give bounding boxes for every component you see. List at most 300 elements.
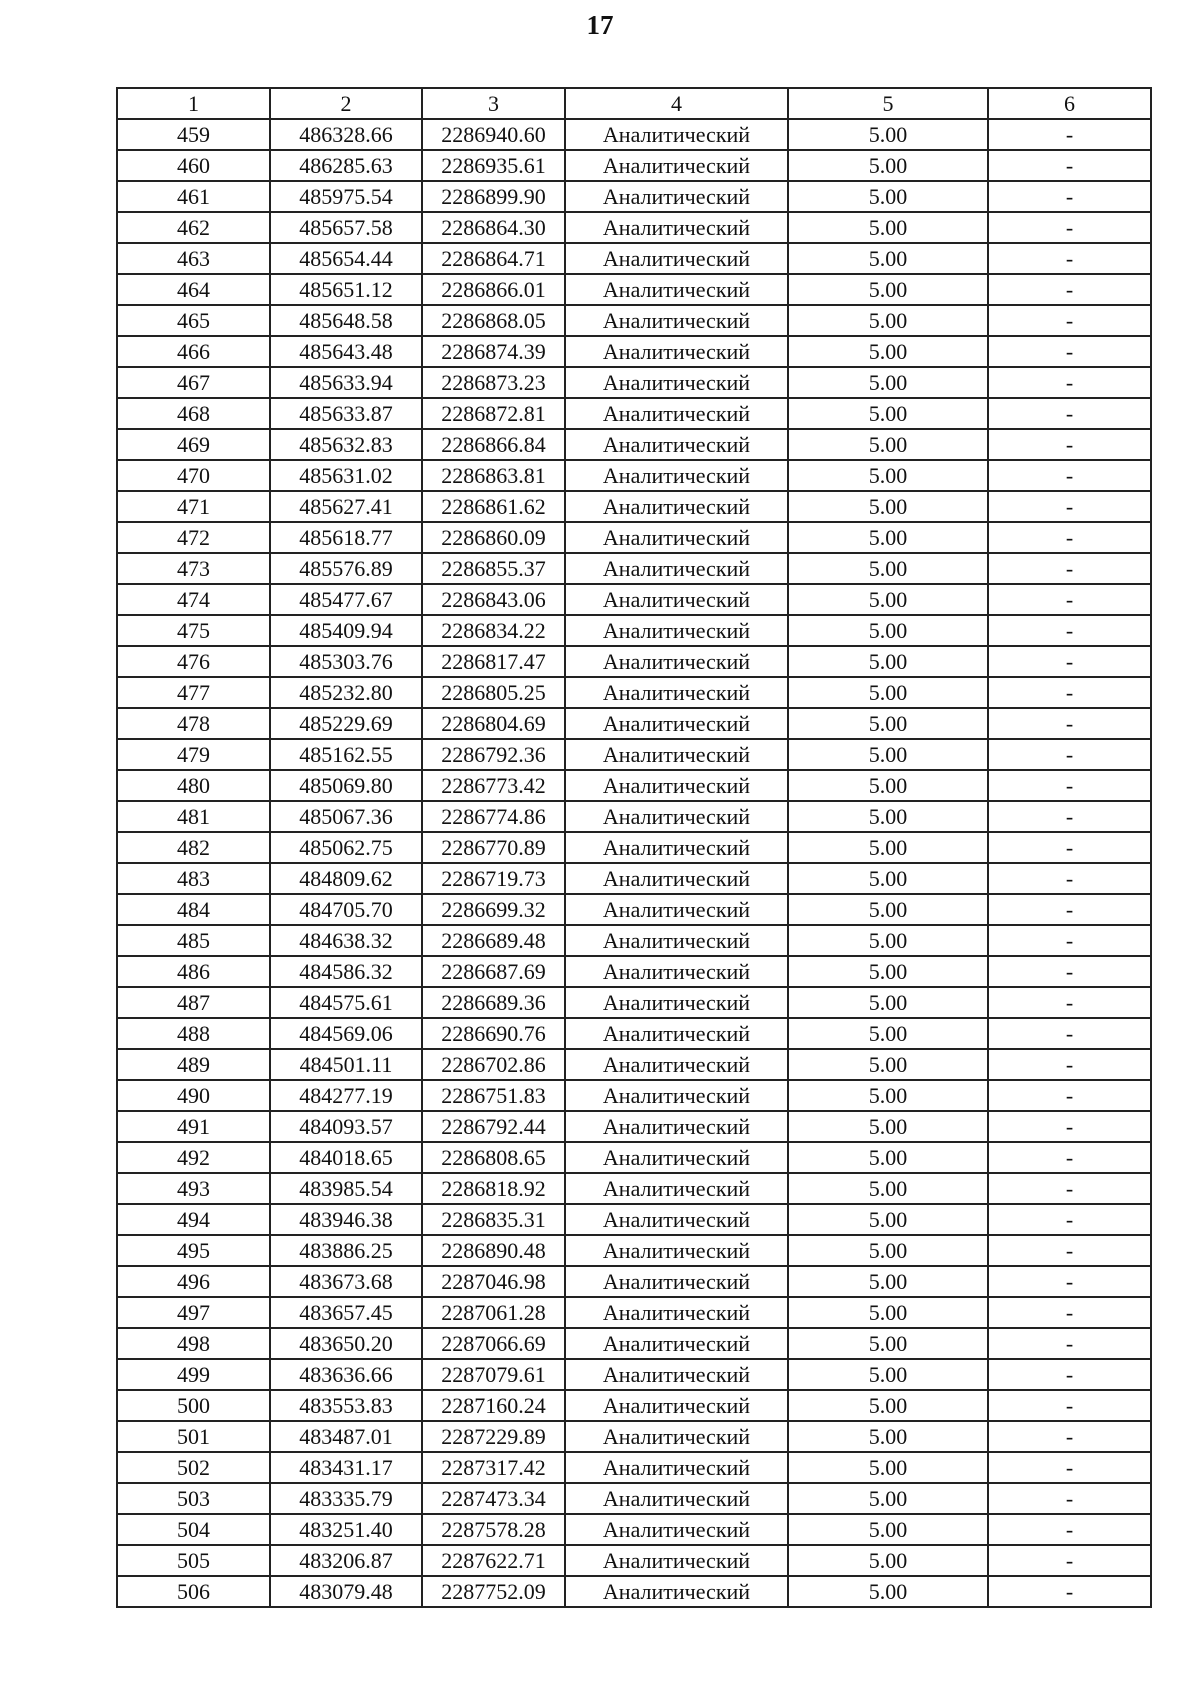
accuracy-cell: 5.00 xyxy=(788,553,988,584)
method-cell: Аналитический xyxy=(565,336,788,367)
method-cell: Аналитический xyxy=(565,801,788,832)
x-coordinate-cell: 485067.36 xyxy=(270,801,422,832)
accuracy-cell: 5.00 xyxy=(788,1297,988,1328)
x-coordinate-cell: 485975.54 xyxy=(270,181,422,212)
note-cell: - xyxy=(988,801,1151,832)
method-cell: Аналитический xyxy=(565,1235,788,1266)
method-cell: Аналитический xyxy=(565,1390,788,1421)
y-coordinate-cell: 2287622.71 xyxy=(422,1545,565,1576)
accuracy-cell: 5.00 xyxy=(788,243,988,274)
table-row xyxy=(117,181,1151,212)
method-cell: Аналитический xyxy=(565,677,788,708)
note-cell: - xyxy=(988,1390,1151,1421)
point-number-cell: 463 xyxy=(117,243,270,274)
table-row xyxy=(117,1018,1151,1049)
method-cell: Аналитический xyxy=(565,863,788,894)
note-cell: - xyxy=(988,832,1151,863)
method-cell: Аналитический xyxy=(565,429,788,460)
table-row xyxy=(117,1142,1151,1173)
note-cell: - xyxy=(988,677,1151,708)
note-cell: - xyxy=(988,1235,1151,1266)
y-coordinate-cell: 2286689.48 xyxy=(422,925,565,956)
x-coordinate-cell: 485303.76 xyxy=(270,646,422,677)
accuracy-cell: 5.00 xyxy=(788,1483,988,1514)
accuracy-cell: 5.00 xyxy=(788,1328,988,1359)
point-number-cell: 473 xyxy=(117,553,270,584)
table-row xyxy=(117,925,1151,956)
column-header: 2 xyxy=(270,88,422,119)
x-coordinate-cell: 483431.17 xyxy=(270,1452,422,1483)
note-cell: - xyxy=(988,1266,1151,1297)
table-row xyxy=(117,708,1151,739)
method-cell: Аналитический xyxy=(565,708,788,739)
table-row xyxy=(117,801,1151,832)
y-coordinate-cell: 2286940.60 xyxy=(422,119,565,150)
table-row xyxy=(117,646,1151,677)
method-cell: Аналитический xyxy=(565,1173,788,1204)
accuracy-cell: 5.00 xyxy=(788,1235,988,1266)
x-coordinate-cell: 484277.19 xyxy=(270,1080,422,1111)
accuracy-cell: 5.00 xyxy=(788,1576,988,1607)
table-row xyxy=(117,894,1151,925)
point-number-cell: 470 xyxy=(117,460,270,491)
method-cell: Аналитический xyxy=(565,615,788,646)
y-coordinate-cell: 2286861.62 xyxy=(422,491,565,522)
table-row xyxy=(117,491,1151,522)
note-cell: - xyxy=(988,1142,1151,1173)
accuracy-cell: 5.00 xyxy=(788,894,988,925)
table-row xyxy=(117,1266,1151,1297)
accuracy-cell: 5.00 xyxy=(788,491,988,522)
accuracy-cell: 5.00 xyxy=(788,1266,988,1297)
y-coordinate-cell: 2286808.65 xyxy=(422,1142,565,1173)
method-cell: Аналитический xyxy=(565,305,788,336)
point-number-cell: 485 xyxy=(117,925,270,956)
accuracy-cell: 5.00 xyxy=(788,1452,988,1483)
table-row xyxy=(117,1297,1151,1328)
table-row xyxy=(117,460,1151,491)
x-coordinate-cell: 483650.20 xyxy=(270,1328,422,1359)
note-cell: - xyxy=(988,894,1151,925)
note-cell: - xyxy=(988,1545,1151,1576)
point-number-cell: 474 xyxy=(117,584,270,615)
x-coordinate-cell: 483553.83 xyxy=(270,1390,422,1421)
point-number-cell: 482 xyxy=(117,832,270,863)
accuracy-cell: 5.00 xyxy=(788,150,988,181)
note-cell: - xyxy=(988,553,1151,584)
point-number-cell: 490 xyxy=(117,1080,270,1111)
note-cell: - xyxy=(988,956,1151,987)
method-cell: Аналитический xyxy=(565,646,788,677)
point-number-cell: 506 xyxy=(117,1576,270,1607)
note-cell: - xyxy=(988,398,1151,429)
accuracy-cell: 5.00 xyxy=(788,274,988,305)
note-cell: - xyxy=(988,181,1151,212)
x-coordinate-cell: 485632.83 xyxy=(270,429,422,460)
method-cell: Аналитический xyxy=(565,584,788,615)
note-cell: - xyxy=(988,987,1151,1018)
point-number-cell: 498 xyxy=(117,1328,270,1359)
point-number-cell: 471 xyxy=(117,491,270,522)
method-cell: Аналитический xyxy=(565,1545,788,1576)
x-coordinate-cell: 486328.66 xyxy=(270,119,422,150)
table-row xyxy=(117,1483,1151,1514)
x-coordinate-cell: 484018.65 xyxy=(270,1142,422,1173)
table-row xyxy=(117,305,1151,336)
point-number-cell: 502 xyxy=(117,1452,270,1483)
y-coordinate-cell: 2287473.34 xyxy=(422,1483,565,1514)
x-coordinate-cell: 484586.32 xyxy=(270,956,422,987)
y-coordinate-cell: 2286873.23 xyxy=(422,367,565,398)
accuracy-cell: 5.00 xyxy=(788,584,988,615)
method-cell: Аналитический xyxy=(565,987,788,1018)
x-coordinate-cell: 485162.55 xyxy=(270,739,422,770)
y-coordinate-cell: 2287046.98 xyxy=(422,1266,565,1297)
method-cell: Аналитический xyxy=(565,1142,788,1173)
accuracy-cell: 5.00 xyxy=(788,987,988,1018)
x-coordinate-cell: 483251.40 xyxy=(270,1514,422,1545)
table-row xyxy=(117,615,1151,646)
point-number-cell: 503 xyxy=(117,1483,270,1514)
table-row xyxy=(117,1111,1151,1142)
note-cell: - xyxy=(988,1359,1151,1390)
note-cell: - xyxy=(988,491,1151,522)
note-cell: - xyxy=(988,925,1151,956)
table-header-row xyxy=(117,88,1151,119)
x-coordinate-cell: 485618.77 xyxy=(270,522,422,553)
table-row xyxy=(117,212,1151,243)
method-cell: Аналитический xyxy=(565,956,788,987)
table-row xyxy=(117,1514,1151,1545)
table-row xyxy=(117,1204,1151,1235)
x-coordinate-cell: 485232.80 xyxy=(270,677,422,708)
point-number-cell: 461 xyxy=(117,181,270,212)
x-coordinate-cell: 485633.87 xyxy=(270,398,422,429)
x-coordinate-cell: 484501.11 xyxy=(270,1049,422,1080)
y-coordinate-cell: 2287066.69 xyxy=(422,1328,565,1359)
column-header: 1 xyxy=(117,88,270,119)
note-cell: - xyxy=(988,739,1151,770)
y-coordinate-cell: 2287752.09 xyxy=(422,1576,565,1607)
method-cell: Аналитический xyxy=(565,1483,788,1514)
x-coordinate-cell: 485643.48 xyxy=(270,336,422,367)
x-coordinate-cell: 484705.70 xyxy=(270,894,422,925)
y-coordinate-cell: 2286817.47 xyxy=(422,646,565,677)
point-number-cell: 465 xyxy=(117,305,270,336)
method-cell: Аналитический xyxy=(565,1049,788,1080)
method-cell: Аналитический xyxy=(565,367,788,398)
accuracy-cell: 5.00 xyxy=(788,1142,988,1173)
accuracy-cell: 5.00 xyxy=(788,832,988,863)
note-cell: - xyxy=(988,770,1151,801)
method-cell: Аналитический xyxy=(565,1111,788,1142)
note-cell: - xyxy=(988,429,1151,460)
table-row xyxy=(117,739,1151,770)
accuracy-cell: 5.00 xyxy=(788,1049,988,1080)
accuracy-cell: 5.00 xyxy=(788,1018,988,1049)
point-number-cell: 477 xyxy=(117,677,270,708)
method-cell: Аналитический xyxy=(565,1452,788,1483)
table-row xyxy=(117,1235,1151,1266)
point-number-cell: 464 xyxy=(117,274,270,305)
y-coordinate-cell: 2286774.86 xyxy=(422,801,565,832)
x-coordinate-cell: 483657.45 xyxy=(270,1297,422,1328)
method-cell: Аналитический xyxy=(565,460,788,491)
x-coordinate-cell: 485651.12 xyxy=(270,274,422,305)
point-number-cell: 479 xyxy=(117,739,270,770)
point-number-cell: 487 xyxy=(117,987,270,1018)
point-number-cell: 483 xyxy=(117,863,270,894)
method-cell: Аналитический xyxy=(565,1359,788,1390)
point-number-cell: 486 xyxy=(117,956,270,987)
table-row xyxy=(117,956,1151,987)
y-coordinate-cell: 2286805.25 xyxy=(422,677,565,708)
y-coordinate-cell: 2286866.01 xyxy=(422,274,565,305)
y-coordinate-cell: 2286751.83 xyxy=(422,1080,565,1111)
note-cell: - xyxy=(988,150,1151,181)
note-cell: - xyxy=(988,336,1151,367)
x-coordinate-cell: 483487.01 xyxy=(270,1421,422,1452)
x-coordinate-cell: 485648.58 xyxy=(270,305,422,336)
y-coordinate-cell: 2287317.42 xyxy=(422,1452,565,1483)
point-number-cell: 504 xyxy=(117,1514,270,1545)
y-coordinate-cell: 2286702.86 xyxy=(422,1049,565,1080)
accuracy-cell: 5.00 xyxy=(788,522,988,553)
note-cell: - xyxy=(988,1514,1151,1545)
note-cell: - xyxy=(988,646,1151,677)
x-coordinate-cell: 483079.48 xyxy=(270,1576,422,1607)
y-coordinate-cell: 2286687.69 xyxy=(422,956,565,987)
column-header: 5 xyxy=(788,88,988,119)
accuracy-cell: 5.00 xyxy=(788,956,988,987)
table-row xyxy=(117,1545,1151,1576)
point-number-cell: 497 xyxy=(117,1297,270,1328)
table-row xyxy=(117,522,1151,553)
x-coordinate-cell: 485576.89 xyxy=(270,553,422,584)
note-cell: - xyxy=(988,1204,1151,1235)
method-cell: Аналитический xyxy=(565,150,788,181)
accuracy-cell: 5.00 xyxy=(788,1111,988,1142)
point-number-cell: 462 xyxy=(117,212,270,243)
accuracy-cell: 5.00 xyxy=(788,739,988,770)
accuracy-cell: 5.00 xyxy=(788,925,988,956)
point-number-cell: 501 xyxy=(117,1421,270,1452)
method-cell: Аналитический xyxy=(565,491,788,522)
note-cell: - xyxy=(988,1049,1151,1080)
method-cell: Аналитический xyxy=(565,739,788,770)
y-coordinate-cell: 2286699.32 xyxy=(422,894,565,925)
coordinates-table xyxy=(116,87,1152,1608)
x-coordinate-cell: 483886.25 xyxy=(270,1235,422,1266)
y-coordinate-cell: 2286834.22 xyxy=(422,615,565,646)
table-body xyxy=(117,119,1151,1607)
y-coordinate-cell: 2286868.05 xyxy=(422,305,565,336)
y-coordinate-cell: 2286690.76 xyxy=(422,1018,565,1049)
accuracy-cell: 5.00 xyxy=(788,119,988,150)
note-cell: - xyxy=(988,1421,1151,1452)
note-cell: - xyxy=(988,305,1151,336)
table-row xyxy=(117,1080,1151,1111)
y-coordinate-cell: 2286855.37 xyxy=(422,553,565,584)
note-cell: - xyxy=(988,1576,1151,1607)
point-number-cell: 499 xyxy=(117,1359,270,1390)
x-coordinate-cell: 483206.87 xyxy=(270,1545,422,1576)
point-number-cell: 491 xyxy=(117,1111,270,1142)
x-coordinate-cell: 485654.44 xyxy=(270,243,422,274)
note-cell: - xyxy=(988,1018,1151,1049)
y-coordinate-cell: 2286818.92 xyxy=(422,1173,565,1204)
table-row xyxy=(117,1452,1151,1483)
x-coordinate-cell: 483985.54 xyxy=(270,1173,422,1204)
x-coordinate-cell: 483673.68 xyxy=(270,1266,422,1297)
point-number-cell: 494 xyxy=(117,1204,270,1235)
note-cell: - xyxy=(988,1173,1151,1204)
y-coordinate-cell: 2286792.36 xyxy=(422,739,565,770)
note-cell: - xyxy=(988,1297,1151,1328)
note-cell: - xyxy=(988,1483,1151,1514)
table-row xyxy=(117,584,1151,615)
x-coordinate-cell: 485627.41 xyxy=(270,491,422,522)
point-number-cell: 469 xyxy=(117,429,270,460)
point-number-cell: 459 xyxy=(117,119,270,150)
method-cell: Аналитический xyxy=(565,398,788,429)
accuracy-cell: 5.00 xyxy=(788,615,988,646)
table-row xyxy=(117,1576,1151,1607)
method-cell: Аналитический xyxy=(565,181,788,212)
table-row xyxy=(117,987,1151,1018)
y-coordinate-cell: 2286773.42 xyxy=(422,770,565,801)
table-row xyxy=(117,677,1151,708)
point-number-cell: 460 xyxy=(117,150,270,181)
table-row xyxy=(117,1328,1151,1359)
note-cell: - xyxy=(988,1328,1151,1359)
accuracy-cell: 5.00 xyxy=(788,1359,988,1390)
point-number-cell: 500 xyxy=(117,1390,270,1421)
method-cell: Аналитический xyxy=(565,1514,788,1545)
method-cell: Аналитический xyxy=(565,1266,788,1297)
y-coordinate-cell: 2286863.81 xyxy=(422,460,565,491)
accuracy-cell: 5.00 xyxy=(788,212,988,243)
point-number-cell: 481 xyxy=(117,801,270,832)
note-cell: - xyxy=(988,863,1151,894)
accuracy-cell: 5.00 xyxy=(788,181,988,212)
accuracy-cell: 5.00 xyxy=(788,305,988,336)
y-coordinate-cell: 2286864.71 xyxy=(422,243,565,274)
method-cell: Аналитический xyxy=(565,522,788,553)
accuracy-cell: 5.00 xyxy=(788,1390,988,1421)
table-row xyxy=(117,119,1151,150)
y-coordinate-cell: 2286874.39 xyxy=(422,336,565,367)
y-coordinate-cell: 2286689.36 xyxy=(422,987,565,1018)
point-number-cell: 472 xyxy=(117,522,270,553)
accuracy-cell: 5.00 xyxy=(788,1421,988,1452)
table-row xyxy=(117,553,1151,584)
method-cell: Аналитический xyxy=(565,1204,788,1235)
accuracy-cell: 5.00 xyxy=(788,1173,988,1204)
accuracy-cell: 5.00 xyxy=(788,429,988,460)
method-cell: Аналитический xyxy=(565,1576,788,1607)
y-coordinate-cell: 2287229.89 xyxy=(422,1421,565,1452)
table-row xyxy=(117,398,1151,429)
note-cell: - xyxy=(988,522,1151,553)
y-coordinate-cell: 2286866.84 xyxy=(422,429,565,460)
table-row xyxy=(117,336,1151,367)
method-cell: Аналитический xyxy=(565,1297,788,1328)
table-row xyxy=(117,832,1151,863)
column-header: 3 xyxy=(422,88,565,119)
note-cell: - xyxy=(988,708,1151,739)
method-cell: Аналитический xyxy=(565,1080,788,1111)
x-coordinate-cell: 483636.66 xyxy=(270,1359,422,1390)
method-cell: Аналитический xyxy=(565,553,788,584)
point-number-cell: 496 xyxy=(117,1266,270,1297)
x-coordinate-cell: 485409.94 xyxy=(270,615,422,646)
table-row xyxy=(117,274,1151,305)
y-coordinate-cell: 2287061.28 xyxy=(422,1297,565,1328)
x-coordinate-cell: 483335.79 xyxy=(270,1483,422,1514)
method-cell: Аналитический xyxy=(565,832,788,863)
x-coordinate-cell: 485229.69 xyxy=(270,708,422,739)
x-coordinate-cell: 485631.02 xyxy=(270,460,422,491)
point-number-cell: 492 xyxy=(117,1142,270,1173)
note-cell: - xyxy=(988,212,1151,243)
y-coordinate-cell: 2286860.09 xyxy=(422,522,565,553)
point-number-cell: 478 xyxy=(117,708,270,739)
method-cell: Аналитический xyxy=(565,243,788,274)
y-coordinate-cell: 2286770.89 xyxy=(422,832,565,863)
y-coordinate-cell: 2286835.31 xyxy=(422,1204,565,1235)
accuracy-cell: 5.00 xyxy=(788,460,988,491)
table-row xyxy=(117,1359,1151,1390)
table-row xyxy=(117,1173,1151,1204)
note-cell: - xyxy=(988,274,1151,305)
accuracy-cell: 5.00 xyxy=(788,1514,988,1545)
table-row xyxy=(117,1049,1151,1080)
accuracy-cell: 5.00 xyxy=(788,367,988,398)
point-number-cell: 505 xyxy=(117,1545,270,1576)
accuracy-cell: 5.00 xyxy=(788,398,988,429)
note-cell: - xyxy=(988,460,1151,491)
note-cell: - xyxy=(988,1111,1151,1142)
point-number-cell: 468 xyxy=(117,398,270,429)
y-coordinate-cell: 2287079.61 xyxy=(422,1359,565,1390)
x-coordinate-cell: 484093.57 xyxy=(270,1111,422,1142)
x-coordinate-cell: 485633.94 xyxy=(270,367,422,398)
x-coordinate-cell: 485657.58 xyxy=(270,212,422,243)
point-number-cell: 480 xyxy=(117,770,270,801)
y-coordinate-cell: 2286804.69 xyxy=(422,708,565,739)
x-coordinate-cell: 484638.32 xyxy=(270,925,422,956)
accuracy-cell: 5.00 xyxy=(788,677,988,708)
point-number-cell: 475 xyxy=(117,615,270,646)
table-row xyxy=(117,770,1151,801)
y-coordinate-cell: 2286899.90 xyxy=(422,181,565,212)
x-coordinate-cell: 485477.67 xyxy=(270,584,422,615)
note-cell: - xyxy=(988,1452,1151,1483)
method-cell: Аналитический xyxy=(565,1328,788,1359)
method-cell: Аналитический xyxy=(565,119,788,150)
x-coordinate-cell: 486285.63 xyxy=(270,150,422,181)
x-coordinate-cell: 484575.61 xyxy=(270,987,422,1018)
point-number-cell: 466 xyxy=(117,336,270,367)
x-coordinate-cell: 485069.80 xyxy=(270,770,422,801)
y-coordinate-cell: 2286719.73 xyxy=(422,863,565,894)
method-cell: Аналитический xyxy=(565,1018,788,1049)
point-number-cell: 495 xyxy=(117,1235,270,1266)
x-coordinate-cell: 484809.62 xyxy=(270,863,422,894)
point-number-cell: 488 xyxy=(117,1018,270,1049)
table-row xyxy=(117,1390,1151,1421)
